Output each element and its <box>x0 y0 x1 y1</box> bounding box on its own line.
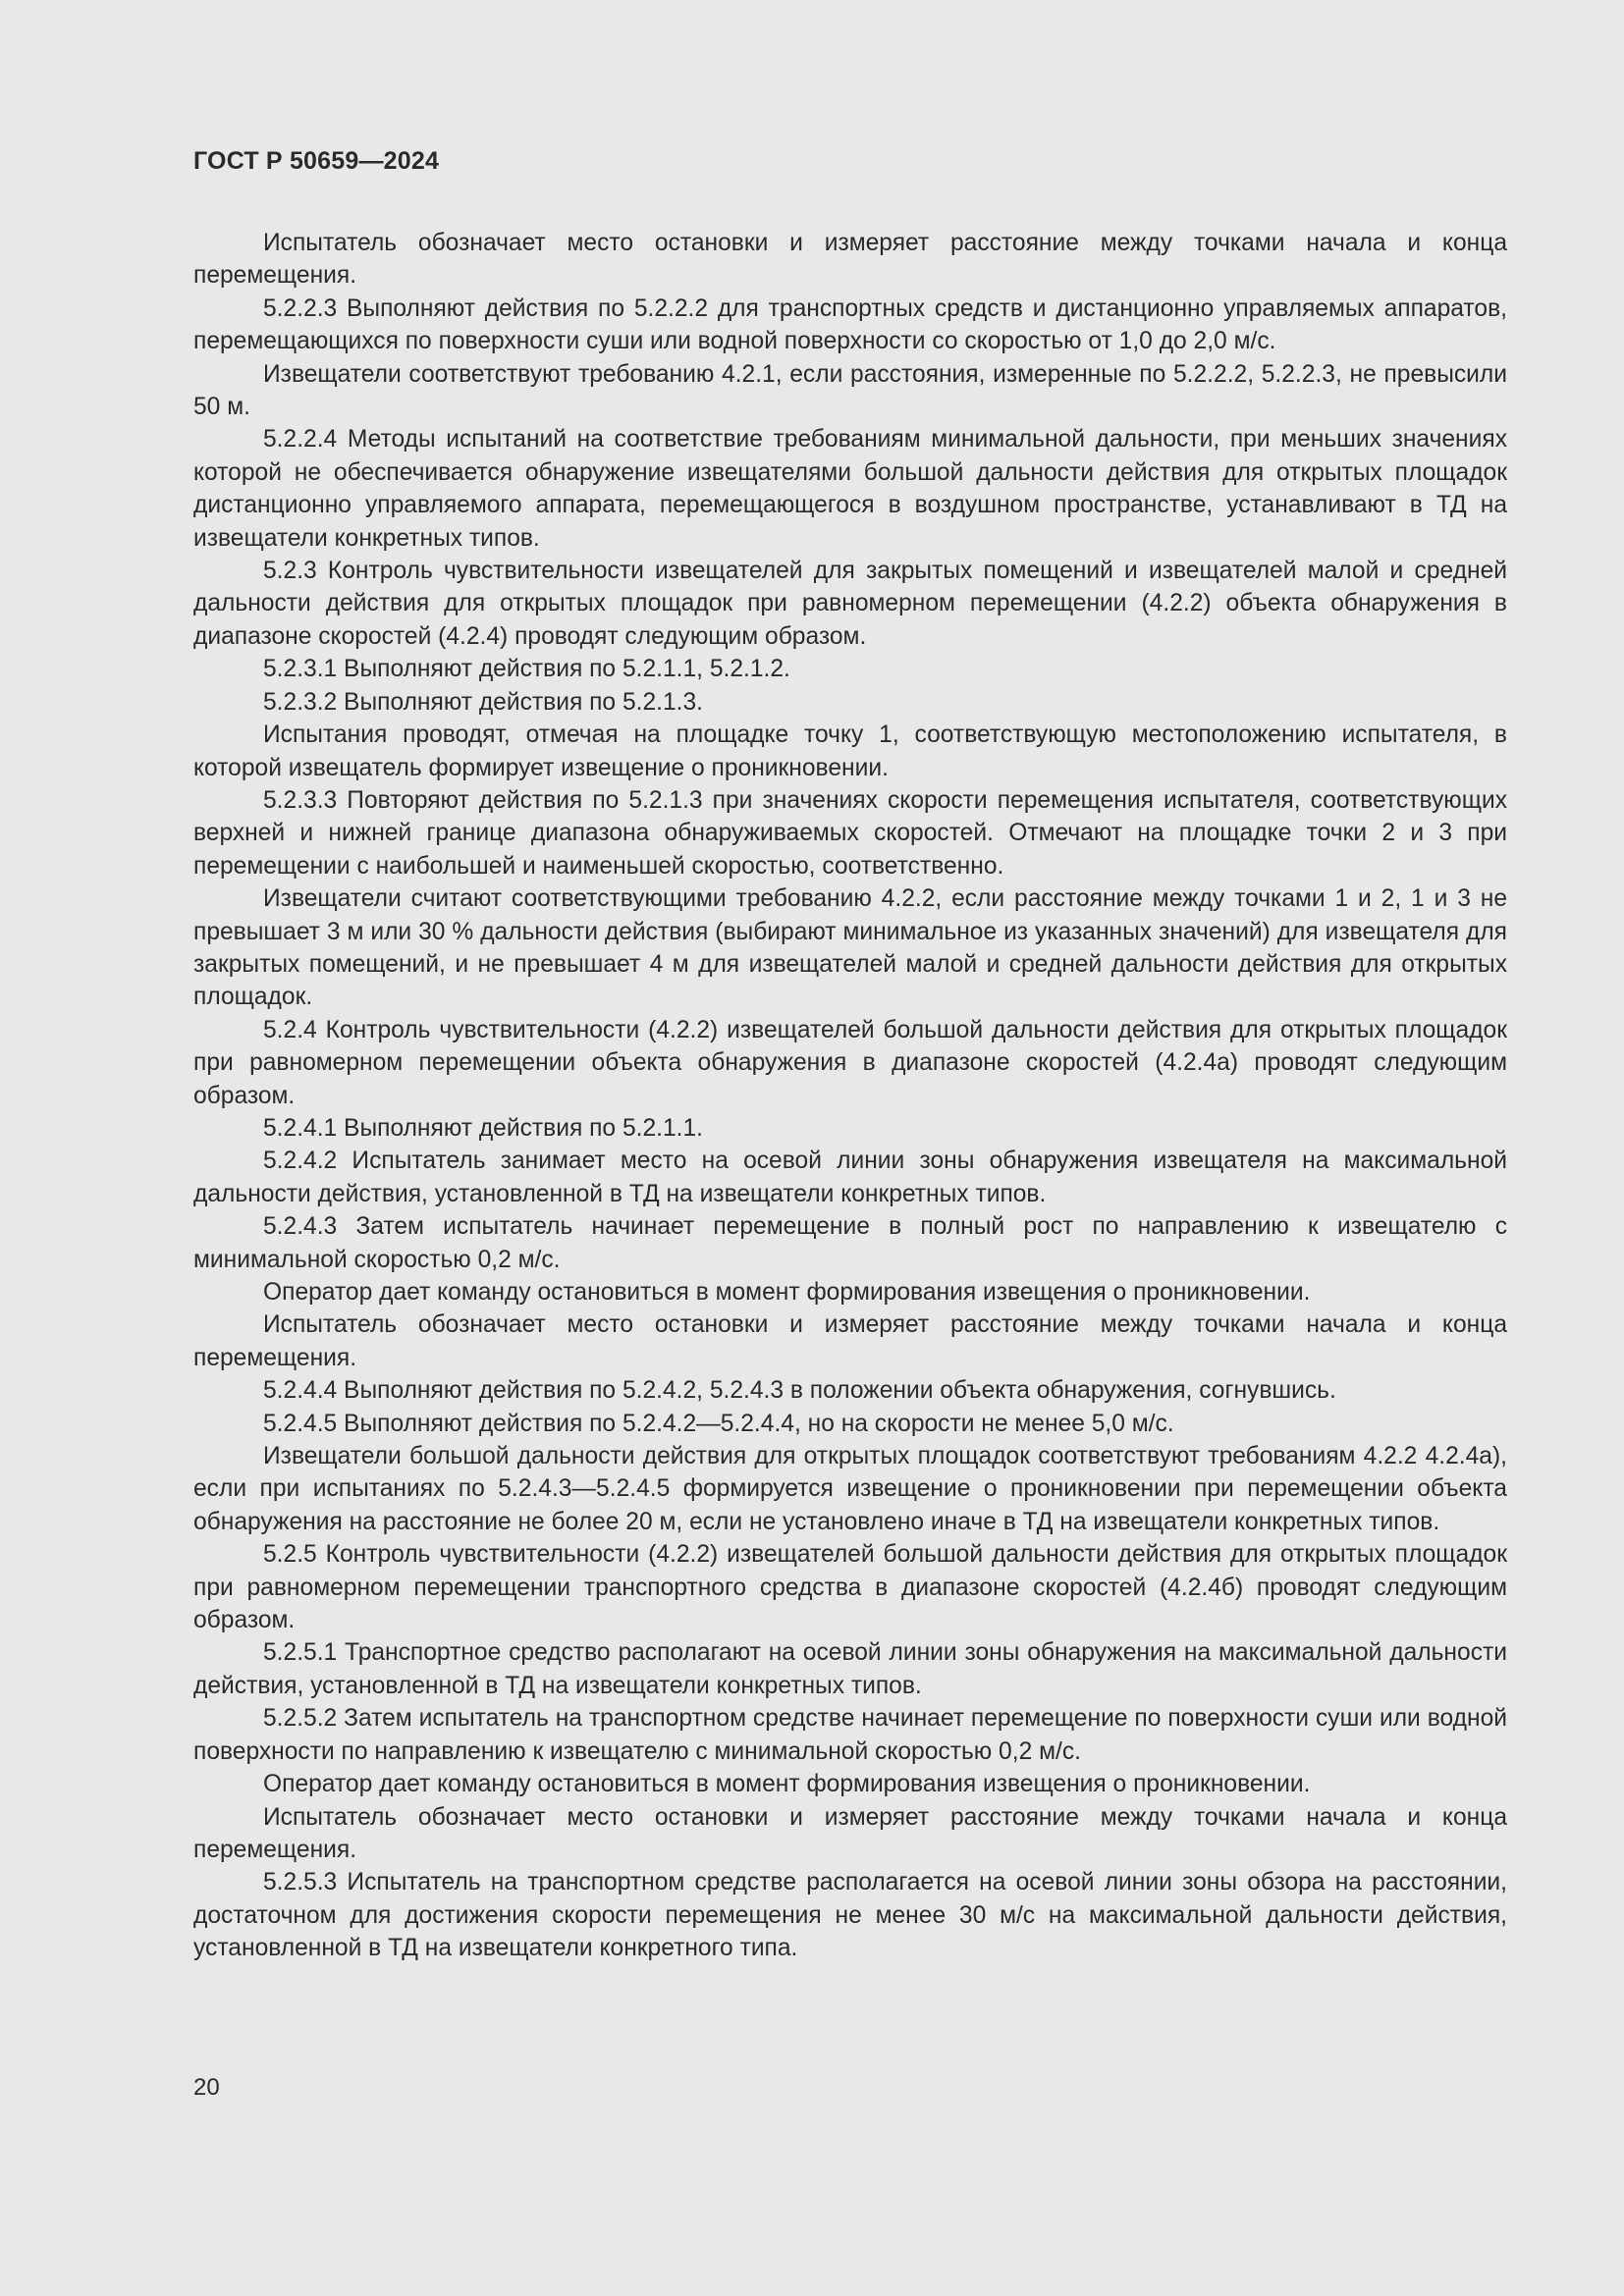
page-number: 20 <box>193 2074 220 2101</box>
paragraph: 5.2.4.5 Выполняют действия по 5.2.4.2—5.2.4.4, но на скорости не менее 5,0 м/с. <box>263 1410 1174 1437</box>
paragraph: 5.2.4.4 Выполняют действия по 5.2.4.2, 5.2.4.3 в положении объекта обнаружения, согнувшись. <box>263 1377 1336 1405</box>
paragraph: 5.2.5.2 Затем испытатель на транспортном средстве начинает перемещение по поверхности суши или водной поверхности по направлению к извещателю с минимальной скоростью 0,2 м/с. <box>193 1705 1507 1765</box>
paragraph: 5.2.4.2 Испытатель занимает место на осевой линии зоны обнаружения извещателя на максимальной дальности действия, установленной в ТД на извещатели конкретных типов. <box>193 1148 1507 1207</box>
paragraph: 5.2.5.3 Испытатель на транспортном средстве располагается на осевой линии зоны обзора на расстоянии, достаточном для достижения скорости перемещения не менее 30 м/с на максимальной дальности действия, установленной в ТД на извещатели конкретного типа. <box>193 1869 1507 1962</box>
paragraph: 5.2.5.1 Транспортное средство располагают на осевой линии зоны обнаружения на максимальной дальности действия, установленной в ТД на извещатели конкретных типов. <box>193 1639 1507 1699</box>
paragraph: Испытатель обозначает место остановки и измеряет расстояние между точками начала и конца перемещения. <box>193 230 1507 290</box>
paragraph: Испытания проводят, отмечая на площадке точку 1, соответствующую местоположению испытателя, в которой извещатель формирует извещение о проникновении. <box>193 721 1507 781</box>
document-code-header: ГОСТ Р 50659—2024 <box>193 147 440 175</box>
paragraph: 5.2.5 Контроль чувствительности (4.2.2) извещателей большой дальности действия для открытых площадок при равномерном перемещении транспортного средства в диапазоне скоростей (4.2.4б) проводят следующим образом. <box>193 1541 1507 1634</box>
paragraph: 5.2.3 Контроль чувствительности извещателей для закрытых помещений и извещателей малой и средней дальности действия для открытых площадок при равномерном перемещении (4.2.2) объекта обнаружения в диапазоне скоростей (4.2.4) проводят следующим образом. <box>193 558 1507 650</box>
paragraph: 5.2.2.4 Методы испытаний на соответствие требованиям минимальной дальности, при меньших значениях которой не обеспечивается обнаружение извещателями большой дальности действия для открытых площадок дистанционно управляемого аппарата, перемещающегося в воздушном пространстве, устанавливают в ТД на извещатели конкретных типов. <box>193 426 1507 552</box>
paragraph: 5.2.4 Контроль чувствительности (4.2.2) извещателей большой дальности действия для открытых площадок при равномерном перемещении объекта обнаружения в диапазоне скоростей (4.2.4а) проводят следующим образом. <box>193 1016 1507 1109</box>
paragraph: 5.2.4.1 Выполняют действия по 5.2.1.1. <box>263 1114 703 1142</box>
paragraph: Извещатели считают соответствующими требованию 4.2.2, если расстояние между точками 1 и 2, 1 и 3 не превышает 3 м или 30 % дальности действия (выбирают минимальное из указанных значений) для извещателя для закрытых помещений, и не превышает 4 м для извещателей малой и средней дальности действия для открытых площадок. <box>193 885 1507 1011</box>
paragraph: 5.2.2.3 Выполняют действия по 5.2.2.2 для транспортных средств и дистанционно управляемых аппаратов, перемещающихся по поверхности суши или водной поверхности со скоростью от 1,0 до 2,0 м/с. <box>193 294 1507 355</box>
paragraph: Извещатели большой дальности действия для открытых площадок соответствуют требованиям 4.2.2 4.2.4а), если при испытаниях по 5.2.4.3—5.2.4.5 формируется извещение о проникновении при перемещении объекта обнаружения на расстояние не более 20 м, если не установлено иначе в ТД на извещатели конкретных типов. <box>193 1443 1507 1535</box>
paragraph: Оператор дает команду остановиться в момент формирования извещения о проникновении. <box>263 1771 1311 1798</box>
document-body <box>193 227 1507 1965</box>
paragraph: Испытатель обозначает место остановки и измеряет расстояние между точками начала и конца перемещения. <box>193 1311 1507 1371</box>
paragraph: 5.2.3.3 Повторяют действия по 5.2.1.3 при значениях скорости перемещения испытателя, соответствующих верхней и нижней границе диапазона обнаруживаемых скоростей. Отмечают на площадке точки 2 и 3 при перемещении с наибольшей и наименьшей скоростью, соответственно. <box>193 786 1507 880</box>
paragraph: 5.2.3.1 Выполняют действия по 5.2.1.1, 5.2.1.2. <box>263 656 790 683</box>
paragraph: Испытатель обозначает место остановки и измеряет расстояние между точками начала и конца перемещения. <box>193 1803 1507 1863</box>
paragraph: Извещатели соответствуют требованию 4.2.1, если расстояния, измеренные по 5.2.2.2, 5.2.2.3, не превысили 50 м. <box>193 360 1507 421</box>
paragraph: Оператор дает команду остановиться в момент формирования извещения о проникновении. <box>263 1279 1311 1306</box>
paragraph: 5.2.3.2 Выполняют действия по 5.2.1.3. <box>263 688 703 716</box>
paragraph: 5.2.4.3 Затем испытатель начинает перемещение в полный рост по направлению к извещателю с минимальной скоростью 0,2 м/с. <box>193 1213 1507 1273</box>
